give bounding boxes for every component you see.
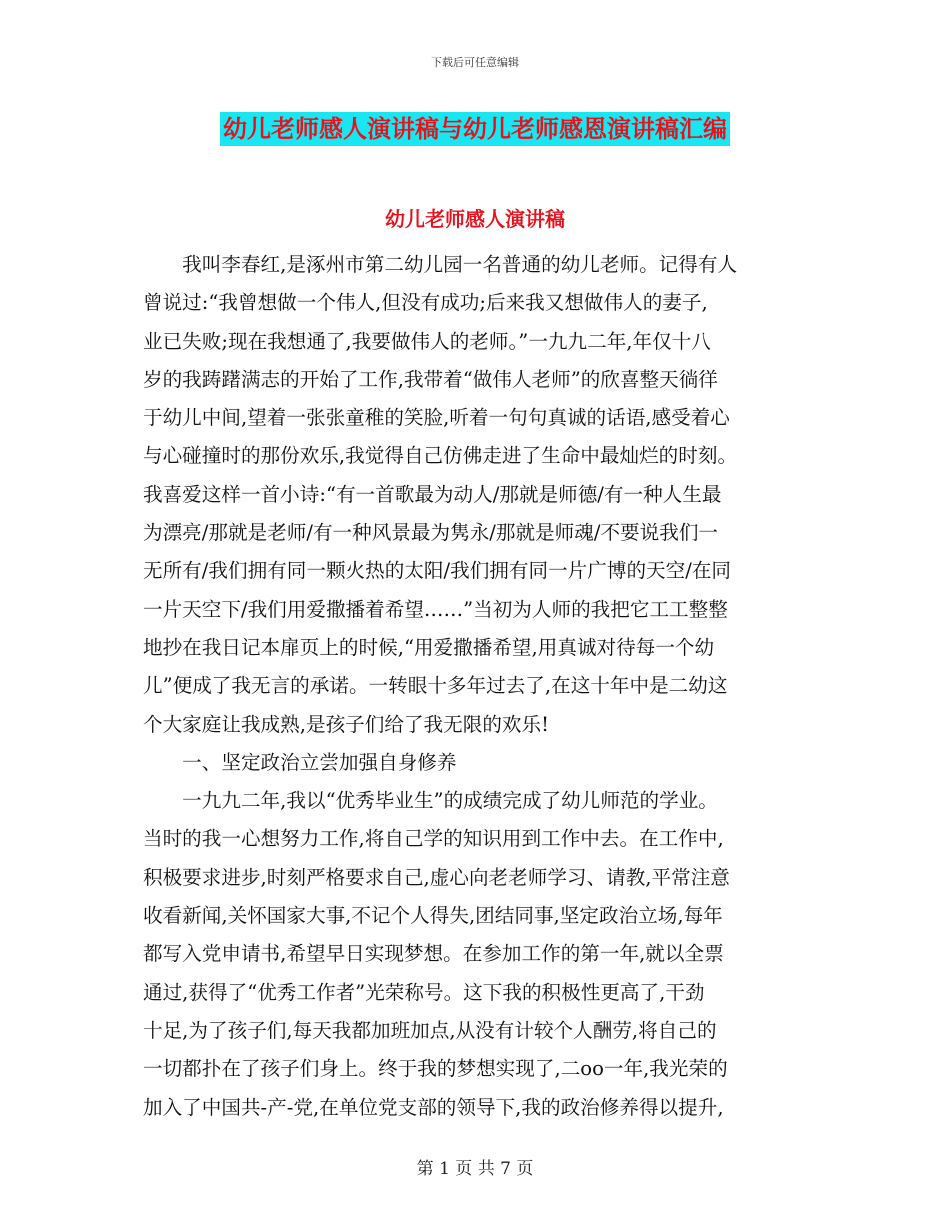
body-line: 业已失败;现在我想通了,我要做伟人的老师。”一九九二年,年仅十八	[143, 329, 711, 353]
body-line: 积极要求进步,时刻严格要求自己,虚心向老老师学习、请教,平常注意	[143, 865, 730, 889]
body-line: 当时的我一心想努力工作,将自己学的知识用到工作中去。在工作中,	[143, 827, 724, 851]
body-line: 地抄在我日记本扉页上的时候,“用爱撒播希望,用真诚对待每一个幼	[143, 635, 715, 659]
body-line: 岁的我踌躇满志的开始了工作,我带着“做伟人老师”的欣喜整天徜徉	[143, 367, 718, 391]
body-line: 一、坚定政治立尝加强自身修养	[143, 750, 457, 774]
body-line: 我喜爱这样一首小诗:“有一首歌最为动人/那就是师德/有一种人生最	[143, 482, 722, 506]
body-line: 通过,获得了“优秀工作者”光荣称号。这下我的积极性更高了,干劲	[143, 980, 705, 1004]
body-line: 与心碰撞时的那份欢乐,我觉得自己仿佛走进了生命中最灿烂的时刻。	[143, 444, 738, 468]
body-text	[143, 246, 807, 1127]
body-line: 都写入党申请书,希望早日实现梦想。在参加工作的第一年,就以全票	[143, 942, 724, 966]
document-title-container	[0, 112, 950, 146]
body-line: 加入了中国共-产-党,在单位党支部的领导下,我的政治修养得以提升,	[143, 1095, 724, 1119]
body-line: 为漂亮/那就是老师/有一种风景最为隽永/那就是师魂/不要说我们一	[143, 521, 719, 545]
body-line: 儿”便成了我无言的承诺。一转眼十多年过去了,在这十年中是二幼这	[143, 674, 728, 698]
body-line: 一片天空下/我们用爱撒播着希望……”当初为人师的我把它工工整整	[143, 597, 728, 621]
body-line: 曾说过:“我曾想做一个伟人,但没有成功;后来我又想做伟人的妻子,	[143, 291, 708, 315]
body-line: 我叫李春红,是涿州市第二幼儿园一名普通的幼儿老师。记得有人	[143, 253, 738, 276]
document-title: 幼儿老师感人演讲稿与幼儿老师感恩演讲稿汇编	[220, 112, 730, 146]
page-footer: 第 1 页 共 7 页	[416, 1159, 534, 1179]
body-line: 个大家庭让我成熟,是孩子们给了我无限的欢乐!	[143, 712, 549, 736]
body-line: 十足,为了孩子们,每天我都加班加点,从没有计较个人酬劳,将自己的	[143, 1018, 717, 1042]
body-line: 一九九二年,我以“优秀毕业生”的成绩完成了幼儿师范的学业。	[143, 789, 718, 813]
body-line: 无所有/我们拥有同一颗火热的太阳/我们拥有同一片广博的天空/在同	[143, 559, 732, 583]
body-line: 于幼儿中间,望着一张张童稚的笑脸,听着一句句真诚的话语,感受着心	[143, 406, 730, 430]
body-line: 一切都扑在了孩子们身上。终于我的梦想实现了,二oo一年,我光荣的	[143, 1057, 728, 1081]
page-header-note: 下载后可任意编辑	[431, 56, 519, 69]
section-title: 幼儿老师感人演讲稿	[385, 207, 565, 231]
body-line: 收看新闻,关怀国家大事,不记个人得失,团结同事,坚定政治立场,每年	[143, 904, 723, 928]
